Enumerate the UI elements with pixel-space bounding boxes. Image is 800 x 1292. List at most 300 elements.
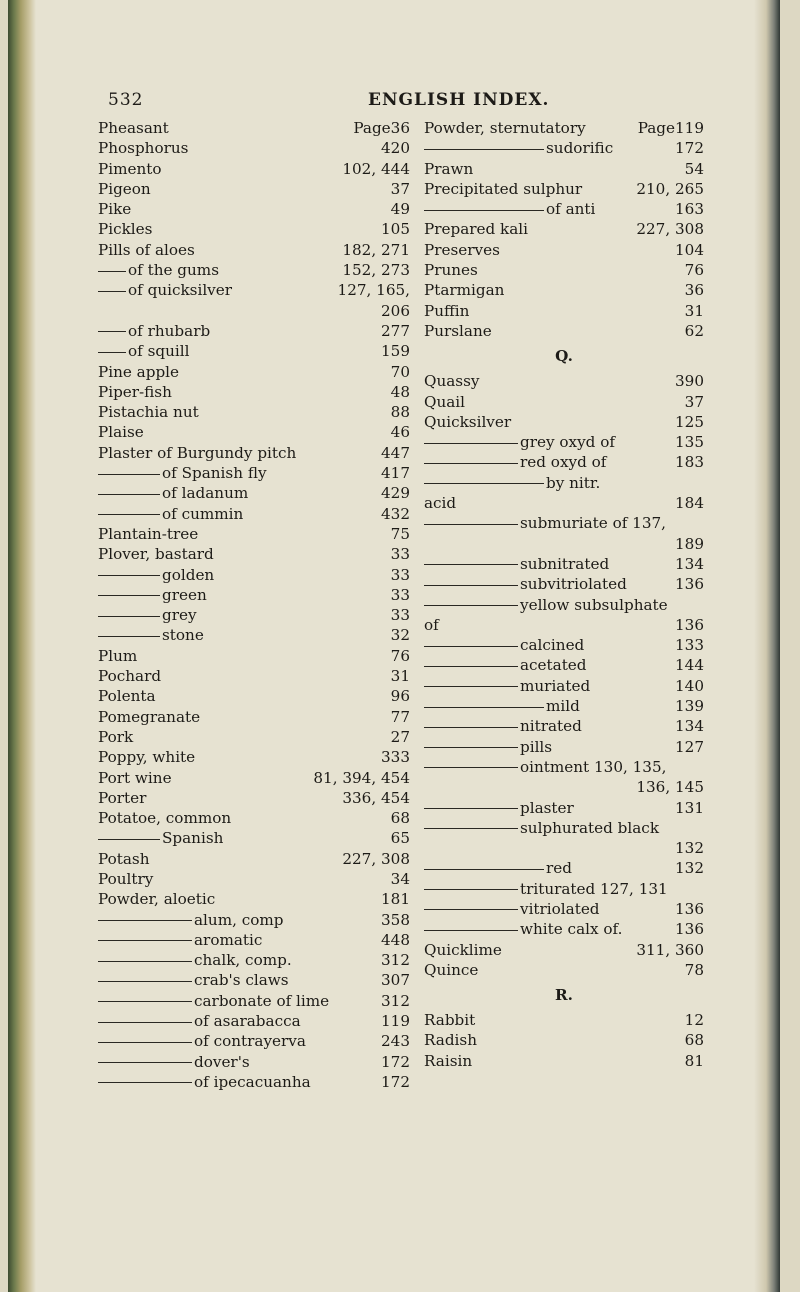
index-page-ref: 227, 308 <box>342 849 410 868</box>
index-page-ref: 307 <box>381 971 410 990</box>
ditto-dash <box>424 605 518 606</box>
index-entry-term: grey oxyd of <box>520 433 615 452</box>
index-entry <box>98 828 410 848</box>
index-entry <box>424 696 704 716</box>
index-page-ref: 33 <box>390 606 410 625</box>
index-entry <box>424 574 704 594</box>
index-entry <box>98 646 410 666</box>
index-entry-term: of <box>424 615 439 634</box>
index-page-ref: 127, 165, <box>337 281 410 300</box>
index-page-ref: 68 <box>684 1031 704 1050</box>
index-page-ref: 62 <box>684 321 704 340</box>
index-entry-term: Pickles <box>98 220 153 239</box>
index-page-ref: 65 <box>390 829 410 848</box>
index-page-ref: 132 <box>675 859 704 878</box>
index-entry <box>424 138 704 158</box>
index-page-ref: 54 <box>684 159 704 178</box>
index-entry-term: alum, comp <box>194 910 284 929</box>
index-entry <box>424 452 704 472</box>
index-entry <box>98 930 410 950</box>
ditto-dash <box>98 575 160 576</box>
ditto-dash <box>98 839 160 840</box>
ditto-dash <box>424 808 518 809</box>
index-entry-term: of ladanum <box>162 484 249 503</box>
index-entry <box>98 118 410 138</box>
ditto-dash <box>424 585 518 586</box>
index-entry-term: of ipecacuanha <box>194 1072 311 1091</box>
index-entry <box>424 301 704 321</box>
index-entry-term: red <box>546 859 572 878</box>
index-page-ref: 243 <box>381 1032 410 1051</box>
index-entry <box>98 504 410 524</box>
index-entry <box>98 260 410 280</box>
ditto-dash <box>424 646 518 647</box>
index-entry-term: 136, 145 <box>636 778 704 797</box>
index-page-ref: 172 <box>675 139 704 158</box>
ditto-dash <box>98 331 126 332</box>
index-page-ref: 96 <box>390 687 410 706</box>
ditto-dash <box>424 564 518 565</box>
index-entry <box>424 615 704 635</box>
index-entry <box>98 1031 410 1051</box>
index-page-ref: 172 <box>381 1052 410 1071</box>
ditto-dash <box>424 930 518 931</box>
index-entry <box>98 544 410 564</box>
index-entry-term: crab's claws <box>194 971 289 990</box>
index-entry <box>424 159 704 179</box>
index-entry <box>98 402 410 422</box>
index-entry-term: 206 <box>381 301 410 320</box>
index-entry <box>98 443 410 463</box>
index-page-ref: 125 <box>675 412 704 431</box>
index-entry-term: Plover, bastard <box>98 545 214 564</box>
index-page-ref: 163 <box>675 200 704 219</box>
index-entry-term: Quicksilver <box>424 412 512 431</box>
ditto-dash <box>98 514 160 515</box>
page-header <box>0 90 800 114</box>
index-page-ref: 182, 271 <box>342 240 410 259</box>
index-entry-term: Prunes <box>424 261 478 280</box>
index-page-ref: 49 <box>390 200 410 219</box>
index-entry <box>98 483 410 503</box>
index-entry <box>424 1051 704 1071</box>
index-entry <box>98 970 410 990</box>
index-entry <box>424 737 704 757</box>
index-entry <box>424 879 704 899</box>
index-page-ref: 184 <box>675 494 704 513</box>
index-entry <box>424 321 704 341</box>
index-entry-term: Prawn <box>424 159 474 178</box>
index-entry-term: Polenta <box>98 687 156 706</box>
index-entry <box>424 199 704 219</box>
index-entry-term: Powder, aloetic <box>98 890 216 909</box>
ditto-dash <box>424 828 518 829</box>
index-entry-term: nitrated <box>520 717 582 736</box>
index-entry-term: Rabbit <box>424 1011 476 1030</box>
index-entry <box>424 493 704 513</box>
index-entry-term: subnitrated <box>520 554 610 573</box>
index-entry <box>98 910 410 930</box>
index-entry-term: Quicklime <box>424 940 502 959</box>
index-page-ref: 12 <box>684 1011 704 1030</box>
index-page-ref: 70 <box>390 362 410 381</box>
index-entry-term: Poultry <box>98 869 154 888</box>
index-entry-term: calcined <box>520 636 585 655</box>
index-entry <box>98 179 410 199</box>
index-page-ref: 36 <box>684 281 704 300</box>
index-column-right <box>424 118 704 1071</box>
index-entry <box>424 554 704 574</box>
index-entry-term: Pimento <box>98 159 162 178</box>
index-entry <box>98 585 410 605</box>
index-entry-term: ointment 130, 135, <box>520 757 667 776</box>
index-page-ref: 448 <box>381 930 410 949</box>
index-column-left <box>98 118 410 1092</box>
index-page-ref: 104 <box>675 240 704 259</box>
index-page-ref: 48 <box>390 382 410 401</box>
index-page-ref: 447 <box>381 443 410 462</box>
index-entry-term: Potash <box>98 849 150 868</box>
index-page-ref: 429 <box>381 484 410 503</box>
index-page-ref: 105 <box>381 220 410 239</box>
index-entry-term: of quicksilver <box>128 281 232 300</box>
index-entry-term: subvitriolated <box>520 575 627 594</box>
index-page-ref: 358 <box>381 910 410 929</box>
index-entry-term: Pine apple <box>98 362 180 381</box>
index-entry-term: Potatoe, common <box>98 809 232 828</box>
index-entry-term: Pheasant <box>98 119 169 137</box>
index-entry-term: sudorific <box>546 139 614 158</box>
index-entry-term: Quail <box>424 392 466 411</box>
ditto-dash <box>424 909 518 910</box>
index-page-ref: 136 <box>675 575 704 594</box>
page-number: 532 <box>108 90 144 110</box>
index-entry <box>424 412 704 432</box>
index-page-ref: 46 <box>390 423 410 442</box>
ditto-dash <box>98 1062 192 1063</box>
index-entry <box>98 422 410 442</box>
index-page-ref: 77 <box>390 707 410 726</box>
index-page-ref: 333 <box>381 748 410 767</box>
index-page-ref: 76 <box>390 646 410 665</box>
index-page-ref: 227, 308 <box>636 220 704 239</box>
index-page-ref: 136 <box>675 899 704 918</box>
index-entry-term: aromatic <box>194 930 263 949</box>
index-entry-term: submuriate of 137, <box>520 514 666 533</box>
index-entry <box>98 950 410 970</box>
index-entry <box>424 179 704 199</box>
ditto-dash <box>424 149 544 150</box>
index-page-ref: 133 <box>675 636 704 655</box>
index-entry-term: Piper-fish <box>98 382 172 401</box>
index-entry <box>98 788 410 808</box>
index-entry-term: Raisin <box>424 1051 473 1070</box>
index-entry-term: mild <box>546 697 580 716</box>
index-entry-term: Pigeon <box>98 179 151 198</box>
ditto-dash <box>424 483 544 484</box>
ditto-dash <box>424 210 544 211</box>
index-entry <box>424 716 704 736</box>
index-page-ref: 277 <box>381 321 410 340</box>
index-entry <box>98 138 410 158</box>
index-entry <box>98 768 410 788</box>
index-page-ref: 210, 265 <box>636 179 704 198</box>
index-entry-term: Pochard <box>98 667 162 686</box>
index-entry-term: Precipitated sulphur <box>424 179 583 198</box>
index-entry-term: green <box>162 585 207 604</box>
index-page-ref: 81, 394, 454 <box>313 768 410 787</box>
index-entry-term: sulphurated black <box>520 818 660 837</box>
index-page-ref: 134 <box>675 554 704 573</box>
ditto-dash <box>424 727 518 728</box>
index-entry-term: Quassy <box>424 372 480 391</box>
index-page-ref: 183 <box>675 453 704 472</box>
ditto-dash <box>98 1022 192 1023</box>
index-entry <box>98 159 410 179</box>
index-page-ref: 336, 454 <box>342 788 410 807</box>
index-entry-term: of Spanish fly <box>162 464 267 483</box>
index-entry-term: Quince <box>424 960 479 979</box>
index-page-ref: 76 <box>684 261 704 280</box>
index-entry-term: 132 <box>675 839 704 858</box>
index-entry <box>98 605 410 625</box>
index-entry-term: of rhubarb <box>128 321 211 340</box>
ditto-dash <box>98 636 160 637</box>
index-entry-term: of asarabacca <box>194 1012 301 1031</box>
index-page-ref: 102, 444 <box>342 159 410 178</box>
index-entry <box>98 321 410 341</box>
index-entry <box>98 849 410 869</box>
index-entry-term: Plaster of Burgundy pitch <box>98 443 297 462</box>
index-page-ref: 33 <box>390 585 410 604</box>
index-page-ref: 159 <box>381 342 410 361</box>
index-page-ref: 33 <box>390 565 410 584</box>
index-entry-term: 189 <box>675 534 704 553</box>
index-page-ref: 432 <box>381 504 410 523</box>
index-entry-term: Purslane <box>424 321 492 340</box>
index-entry <box>98 240 410 260</box>
index-entry-term: chalk, comp. <box>194 951 292 970</box>
index-page-ref: 172 <box>381 1072 410 1091</box>
index-entry-term: triturated 127, 131 <box>520 879 668 898</box>
index-entry <box>98 524 410 544</box>
index-entry <box>424 392 704 412</box>
index-entry <box>98 869 410 889</box>
index-entry-term: vitriolated <box>520 899 600 918</box>
running-title: ENGLISH INDEX. <box>368 90 550 110</box>
index-page-ref: 32 <box>390 626 410 645</box>
index-entry <box>98 382 410 402</box>
ditto-dash <box>98 1082 192 1083</box>
index-page-ref: 417 <box>381 464 410 483</box>
index-entry-term: Radish <box>424 1031 477 1050</box>
index-entry-term: Pomegranate <box>98 707 201 726</box>
index-entry <box>98 727 410 747</box>
index-page-ref: Page36 <box>353 119 410 137</box>
index-entry-term: muriated <box>520 676 591 695</box>
index-entry-term: red oxyd of <box>520 453 607 472</box>
index-entry <box>98 280 410 300</box>
index-entry <box>424 899 704 919</box>
index-entry-term: of squill <box>128 342 190 361</box>
index-continuation-line <box>424 777 704 797</box>
index-entry-term: Pork <box>98 727 134 746</box>
ditto-dash <box>98 494 160 495</box>
index-entry-term: Pistachia nut <box>98 403 199 422</box>
index-entry <box>98 1011 410 1031</box>
index-entry <box>98 463 410 483</box>
index-page-ref: 78 <box>684 960 704 979</box>
index-entry <box>98 889 410 909</box>
index-entry <box>424 635 704 655</box>
ditto-dash <box>424 666 518 667</box>
ditto-dash <box>98 961 192 962</box>
ditto-dash <box>424 747 518 748</box>
index-page-ref: 420 <box>381 139 410 158</box>
index-entry <box>98 707 410 727</box>
index-page-ref: 31 <box>390 667 410 686</box>
index-entry-term: acid <box>424 494 457 513</box>
index-entry-term: Preserves <box>424 240 500 259</box>
index-entry <box>98 1072 410 1092</box>
index-entry <box>98 686 410 706</box>
index-page-ref: 136 <box>675 920 704 939</box>
index-page-ref: Page119 <box>637 119 704 137</box>
index-entry <box>424 1010 704 1030</box>
index-entry <box>98 747 410 767</box>
index-entry <box>98 625 410 645</box>
index-entry <box>98 219 410 239</box>
index-page-ref: 88 <box>390 403 410 422</box>
index-entry-term: Powder, sternutatory <box>424 119 586 137</box>
index-entry <box>424 118 704 138</box>
index-entry-term: stone <box>162 626 204 645</box>
index-continuation-line <box>424 838 704 858</box>
index-entry-term: Pills of aloes <box>98 240 195 259</box>
index-page-ref: 136 <box>675 615 704 634</box>
index-page-ref: 68 <box>390 809 410 828</box>
ditto-dash <box>98 595 160 596</box>
ditto-dash <box>424 767 518 768</box>
index-page-ref: 75 <box>390 524 410 543</box>
index-entry-term: of contrayerva <box>194 1032 306 1051</box>
index-page-ref: 390 <box>675 372 704 391</box>
ditto-dash <box>98 1042 192 1043</box>
index-entry-term: pills <box>520 737 553 756</box>
index-page-ref: 135 <box>675 433 704 452</box>
ditto-dash <box>98 616 160 617</box>
page-binding-edge <box>8 0 36 1292</box>
ditto-dash <box>424 463 518 464</box>
index-entry-term: of anti <box>546 200 596 219</box>
index-page-ref: 81 <box>684 1051 704 1070</box>
ditto-dash <box>98 981 192 982</box>
index-page-ref: 37 <box>390 179 410 198</box>
ditto-dash <box>98 940 192 941</box>
index-entry <box>98 362 410 382</box>
index-entry-term: of the gums <box>128 261 219 280</box>
index-entry-term: grey <box>162 606 197 625</box>
index-entry <box>98 199 410 219</box>
index-entry-term: Port wine <box>98 768 172 787</box>
index-entry-term: Plum <box>98 646 138 665</box>
index-entry <box>98 666 410 686</box>
index-page-ref: 119 <box>381 1012 410 1031</box>
index-entry <box>424 655 704 675</box>
index-entry <box>424 513 704 533</box>
ditto-dash <box>424 707 544 708</box>
index-entry <box>424 676 704 696</box>
ditto-dash <box>98 352 126 353</box>
ditto-dash <box>98 474 160 475</box>
index-page-ref: 152, 273 <box>342 261 410 280</box>
index-entry-term: Plaise <box>98 423 144 442</box>
index-entry-term: golden <box>162 565 215 584</box>
index-entry <box>424 940 704 960</box>
index-page-ref: 134 <box>675 717 704 736</box>
index-entry <box>98 991 410 1011</box>
index-page-ref: 27 <box>390 727 410 746</box>
index-entry-term: of cummin <box>162 504 244 523</box>
index-page-ref: 131 <box>675 798 704 817</box>
index-entry-term: Pike <box>98 200 132 219</box>
ditto-dash <box>98 271 126 272</box>
ditto-dash <box>98 1001 192 1002</box>
index-entry-term: Phosphorus <box>98 139 189 158</box>
index-page-ref: 127 <box>675 737 704 756</box>
index-entry-term: Porter <box>98 788 147 807</box>
index-entry <box>424 432 704 452</box>
ditto-dash <box>424 686 518 687</box>
index-entry <box>424 260 704 280</box>
index-continuation-line <box>98 301 410 321</box>
index-entry <box>98 341 410 361</box>
index-entry-term: Prepared kali <box>424 220 529 239</box>
index-section-letter: Q. <box>555 347 573 366</box>
index-page-ref: 181 <box>381 890 410 909</box>
index-continuation-line <box>424 534 704 554</box>
index-entry <box>424 757 704 777</box>
index-entry <box>98 565 410 585</box>
index-entry-term: plaster <box>520 798 574 817</box>
ditto-dash <box>424 524 518 525</box>
index-entry <box>424 798 704 818</box>
index-entry <box>424 818 704 838</box>
ditto-dash <box>98 291 126 292</box>
index-entry-term: Plantain-tree <box>98 524 199 543</box>
index-entry <box>98 1052 410 1072</box>
index-entry-term: by nitr. <box>546 473 601 492</box>
ditto-dash <box>98 920 192 921</box>
index-entry-term: dover's <box>194 1052 250 1071</box>
index-entry <box>424 595 704 615</box>
index-entry <box>424 1030 704 1050</box>
ditto-dash <box>424 869 544 870</box>
index-entry <box>424 219 704 239</box>
index-page-ref: 33 <box>390 545 410 564</box>
index-entry <box>424 960 704 980</box>
index-page-ref: 140 <box>675 676 704 695</box>
index-entry <box>424 240 704 260</box>
index-page-ref: 312 <box>381 951 410 970</box>
index-entry-term: Poppy, white <box>98 748 196 767</box>
index-section-letter: R. <box>555 986 573 1005</box>
index-entry <box>424 371 704 391</box>
index-entry <box>424 280 704 300</box>
ditto-dash <box>424 443 518 444</box>
ditto-dash <box>424 889 518 890</box>
index-entry-term: Puffin <box>424 301 470 320</box>
